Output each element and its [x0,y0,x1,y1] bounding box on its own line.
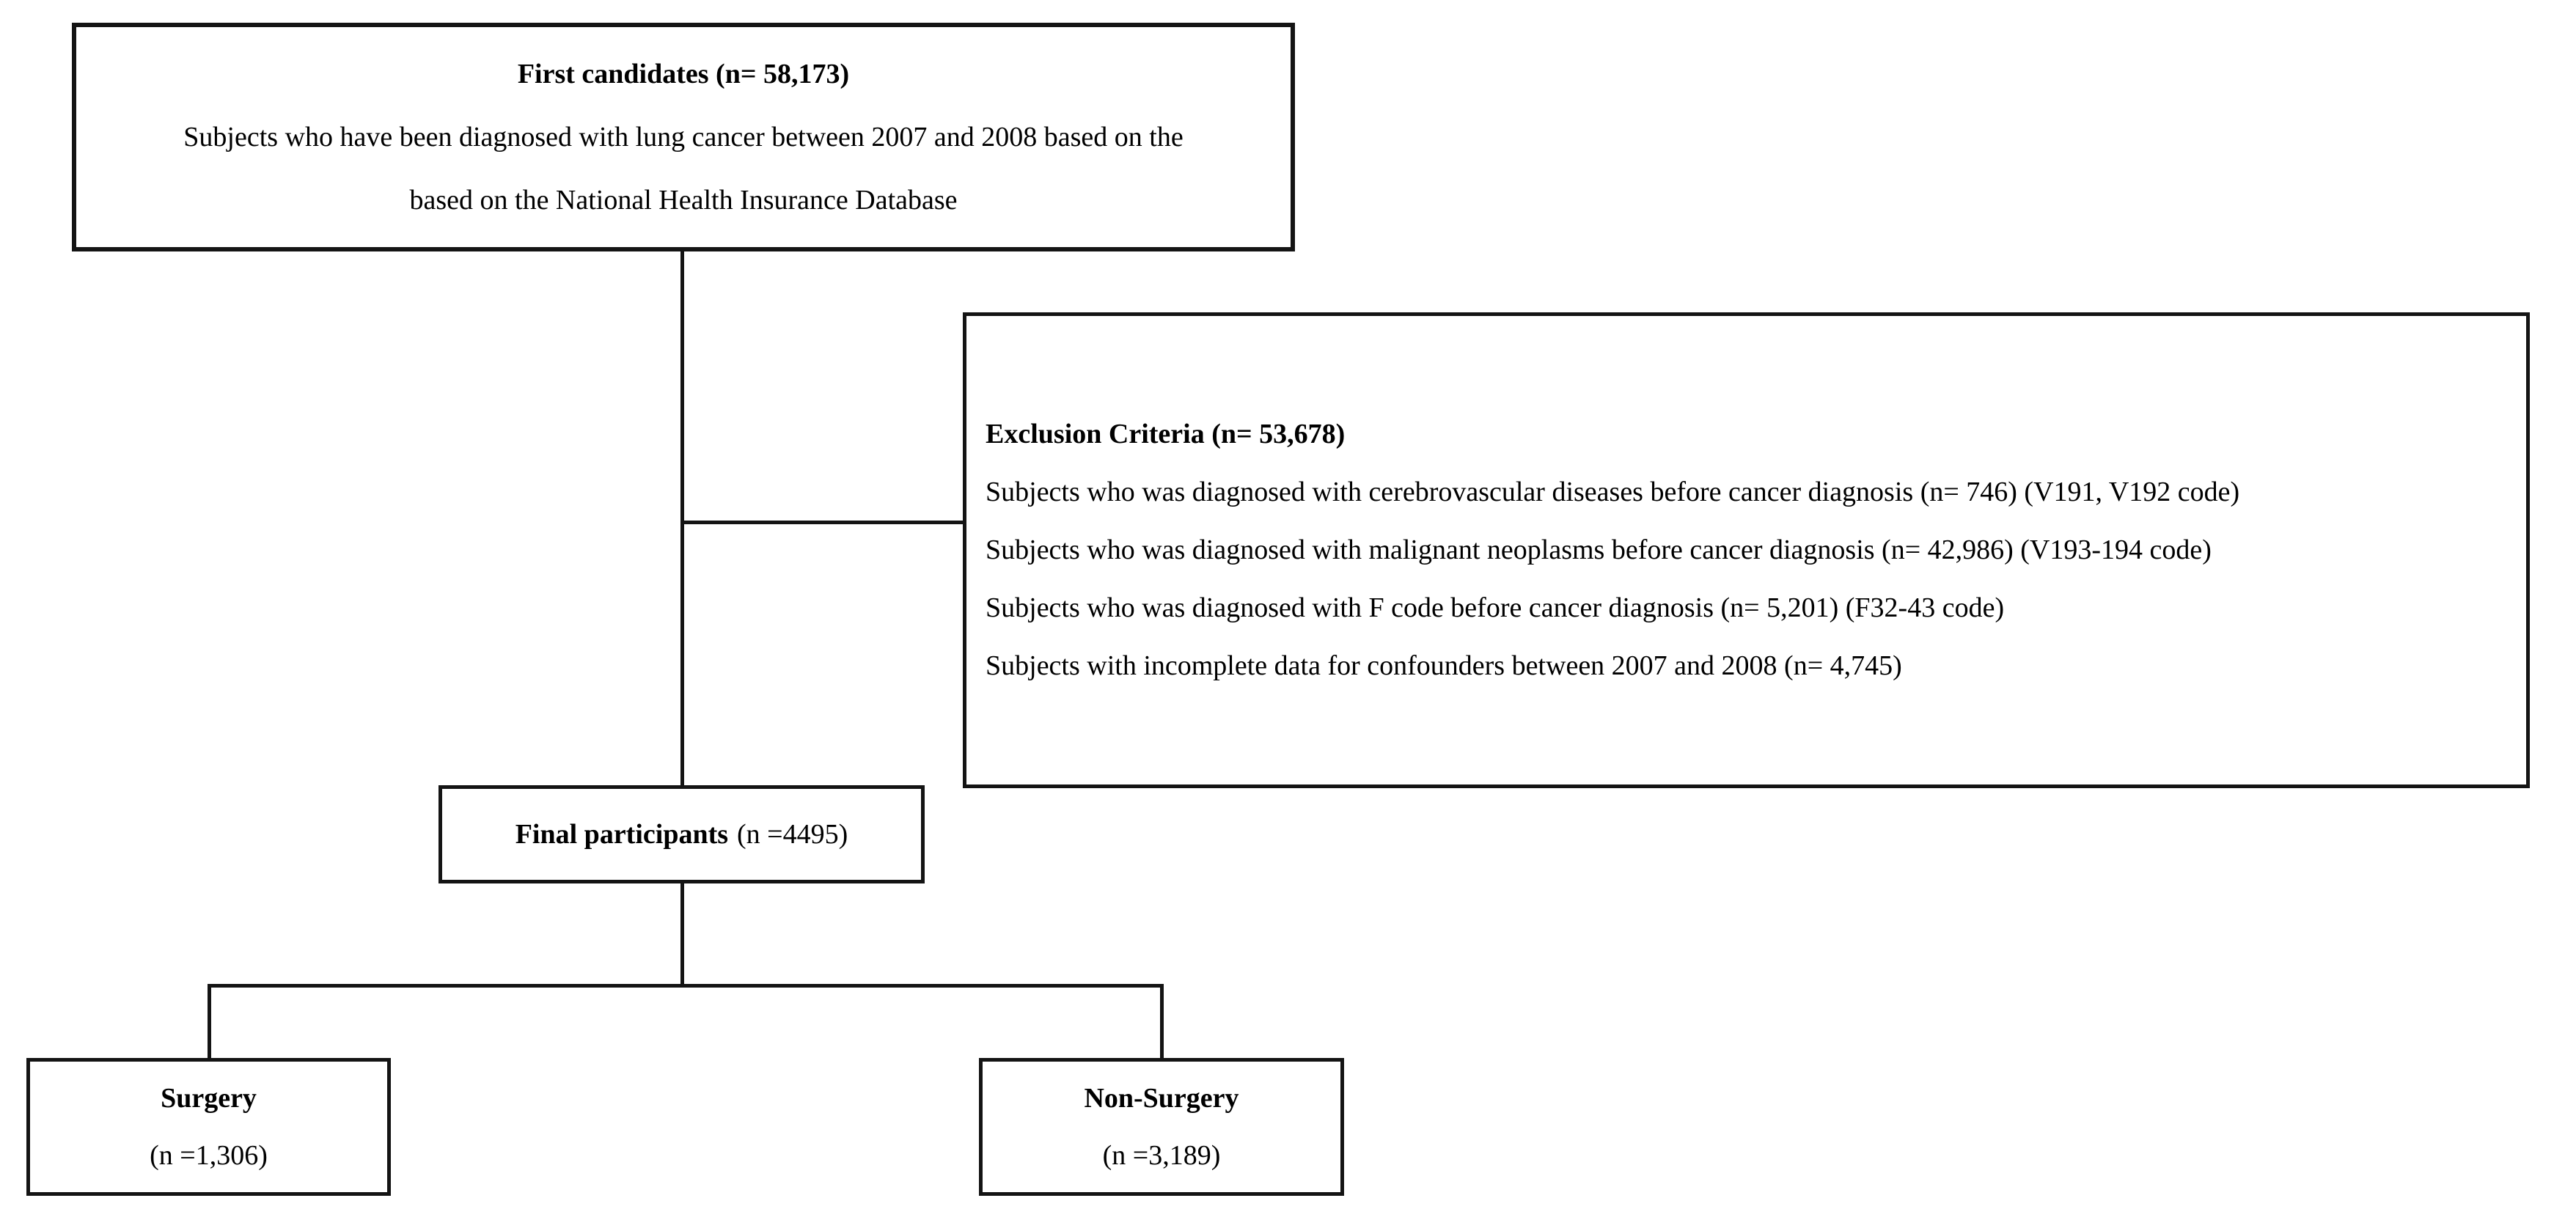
surgery-title: Surgery [161,1083,257,1114]
non-surgery-box [979,1058,1344,1196]
connector-surgery-vertical [208,984,211,1058]
surgery-count: (n =1,306) [150,1140,268,1171]
exclusion-criteria-box [963,312,2530,788]
exclusion-title: Exclusion Criteria (n= 53,678) [986,419,1346,449]
connector-nonsurgery-vertical [1160,984,1164,1058]
first-candidates-line2: based on the National Health Insurance Database [409,185,958,216]
first-candidates-line1: Subjects who have been diagnosed with lung cancer between 2007 and 2008 based on the [183,122,1184,152]
exclusion-item: Subjects who was diagnosed with malignant neoplasms before cancer diagnosis (n= 42,986) (V193-194 code) [986,534,2212,565]
exclusion-item: Subjects with incomplete data for confounders between 2007 and 2008 (n= 4,745) [986,650,1902,681]
exclusion-item: Subjects who was diagnosed with cerebrovascular diseases before cancer diagnosis (n= 746) (V191, V192 code) [986,477,2240,507]
connector-final-vertical [680,883,684,986]
final-participants-box [438,785,925,883]
connector-top-vertical [680,251,684,785]
connector-exclusion-horizontal [682,521,964,524]
first-candidates-box [72,23,1295,251]
surgery-box [26,1058,391,1196]
non-surgery-count: (n =3,189) [1102,1140,1221,1171]
final-participants-count: (n =4495) [737,819,848,850]
exclusion-item: Subjects who was diagnosed with F code before cancer diagnosis (n= 5,201) (F32-43 code) [986,592,2005,623]
non-surgery-title: Non-Surgery [1084,1083,1239,1114]
connector-branch-horizontal [208,984,1163,988]
first-candidates-title: First candidates (n= 58,173) [517,59,850,89]
final-participants-title: Final participants [515,819,729,850]
